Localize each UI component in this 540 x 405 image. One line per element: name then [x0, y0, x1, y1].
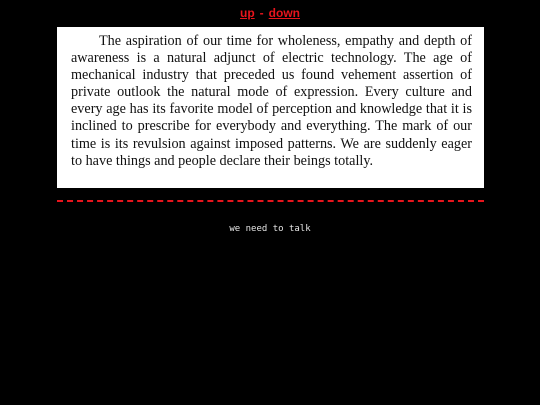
scanned-text-image [57, 27, 484, 188]
scanned-paragraph: The aspiration of our time for wholeness, empathy and depth of awareness is a natural adjunct of electric technology. The age of mechanical industry that preceded us found vehement assertion of private outlook the natural mode of expression. Every culture and every age has its favorite model of perception and knowledge that it is inclined to prescribe for everybody and everything. The mark of our time is its revulsion against imposed patterns. We are suddenly eager to have things and people declare their beings totally. [71, 33, 472, 169]
down-link[interactable]: down [268, 6, 300, 20]
up-link[interactable]: up [240, 6, 255, 20]
caption-text: we need to talk [229, 224, 311, 234]
dashed-divider [57, 200, 484, 202]
top-navigation [0, 6, 540, 20]
nav-separator: - [259, 6, 264, 20]
